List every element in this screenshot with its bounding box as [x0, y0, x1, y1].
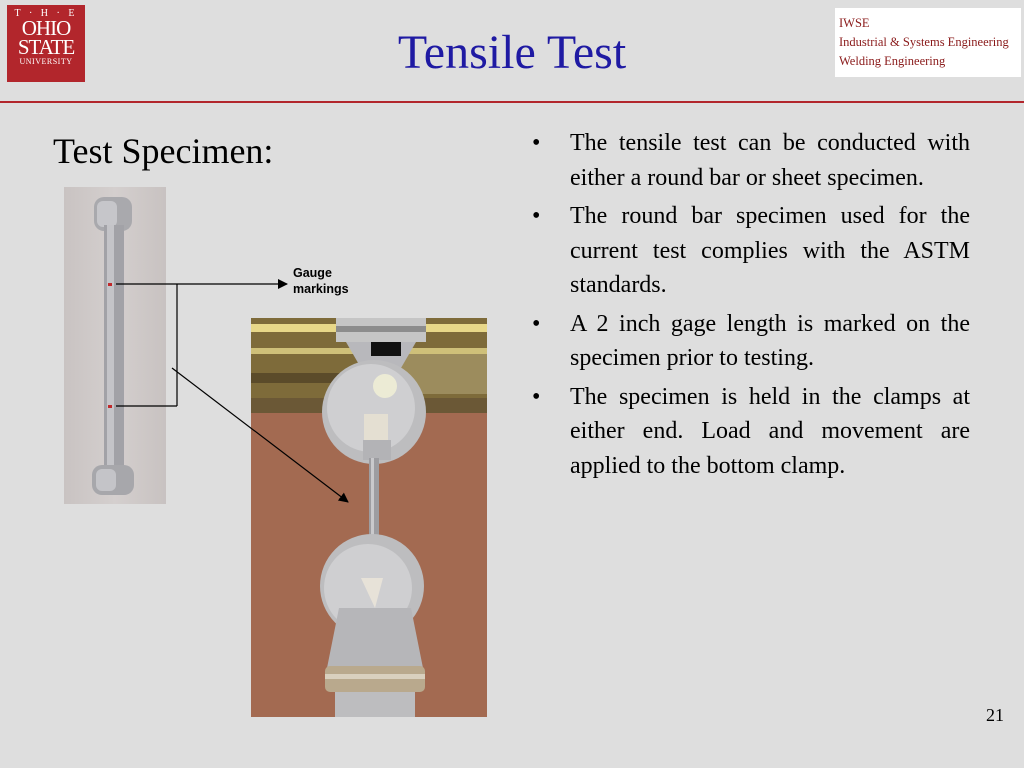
bullet-dot: • [532, 203, 541, 229]
gauge-label-line2: markings [293, 282, 349, 296]
bullet-item [530, 307, 970, 376]
bullet-dot: • [532, 383, 541, 410]
bullet-dot: • [532, 130, 541, 156]
iwse-welding: Welding Engineering [839, 54, 946, 68]
bullet-item [530, 126, 970, 195]
bullet-text: A 2 inch gage length is marked on the specimen prior to testing. [570, 310, 970, 371]
bullet-text: The round bar specimen used for the current test complies with the ASTM standards. [570, 203, 970, 298]
gauge-label-line1: Gauge [293, 266, 332, 280]
iwse-dept: Industrial & Systems Engineering [839, 35, 1009, 49]
slide-title: Tensile Test [397, 26, 627, 79]
logo-the: T · H · E [14, 8, 78, 19]
bullet-item [530, 199, 970, 303]
logo-state: STATE [17, 35, 75, 59]
bullet-dot: • [532, 310, 541, 337]
logo-university: UNIVERSITY [19, 57, 73, 66]
bullet-text: The specimen is held in the clamps at either end. Load and movement are applied to the bottom clamp. [570, 383, 970, 479]
arrow-to-clamp [172, 368, 348, 502]
logo-ohio: OHIO [21, 16, 71, 40]
section-heading: Test Specimen: [53, 131, 274, 171]
iwse-abbrev: IWSE [839, 16, 870, 30]
page-number: 21 [986, 705, 1004, 725]
bullet-text: The tensile test can be conducted with either a round bar or sheet specimen. [570, 130, 970, 191]
bullet-list [530, 126, 970, 487]
bullet-item [530, 380, 970, 484]
